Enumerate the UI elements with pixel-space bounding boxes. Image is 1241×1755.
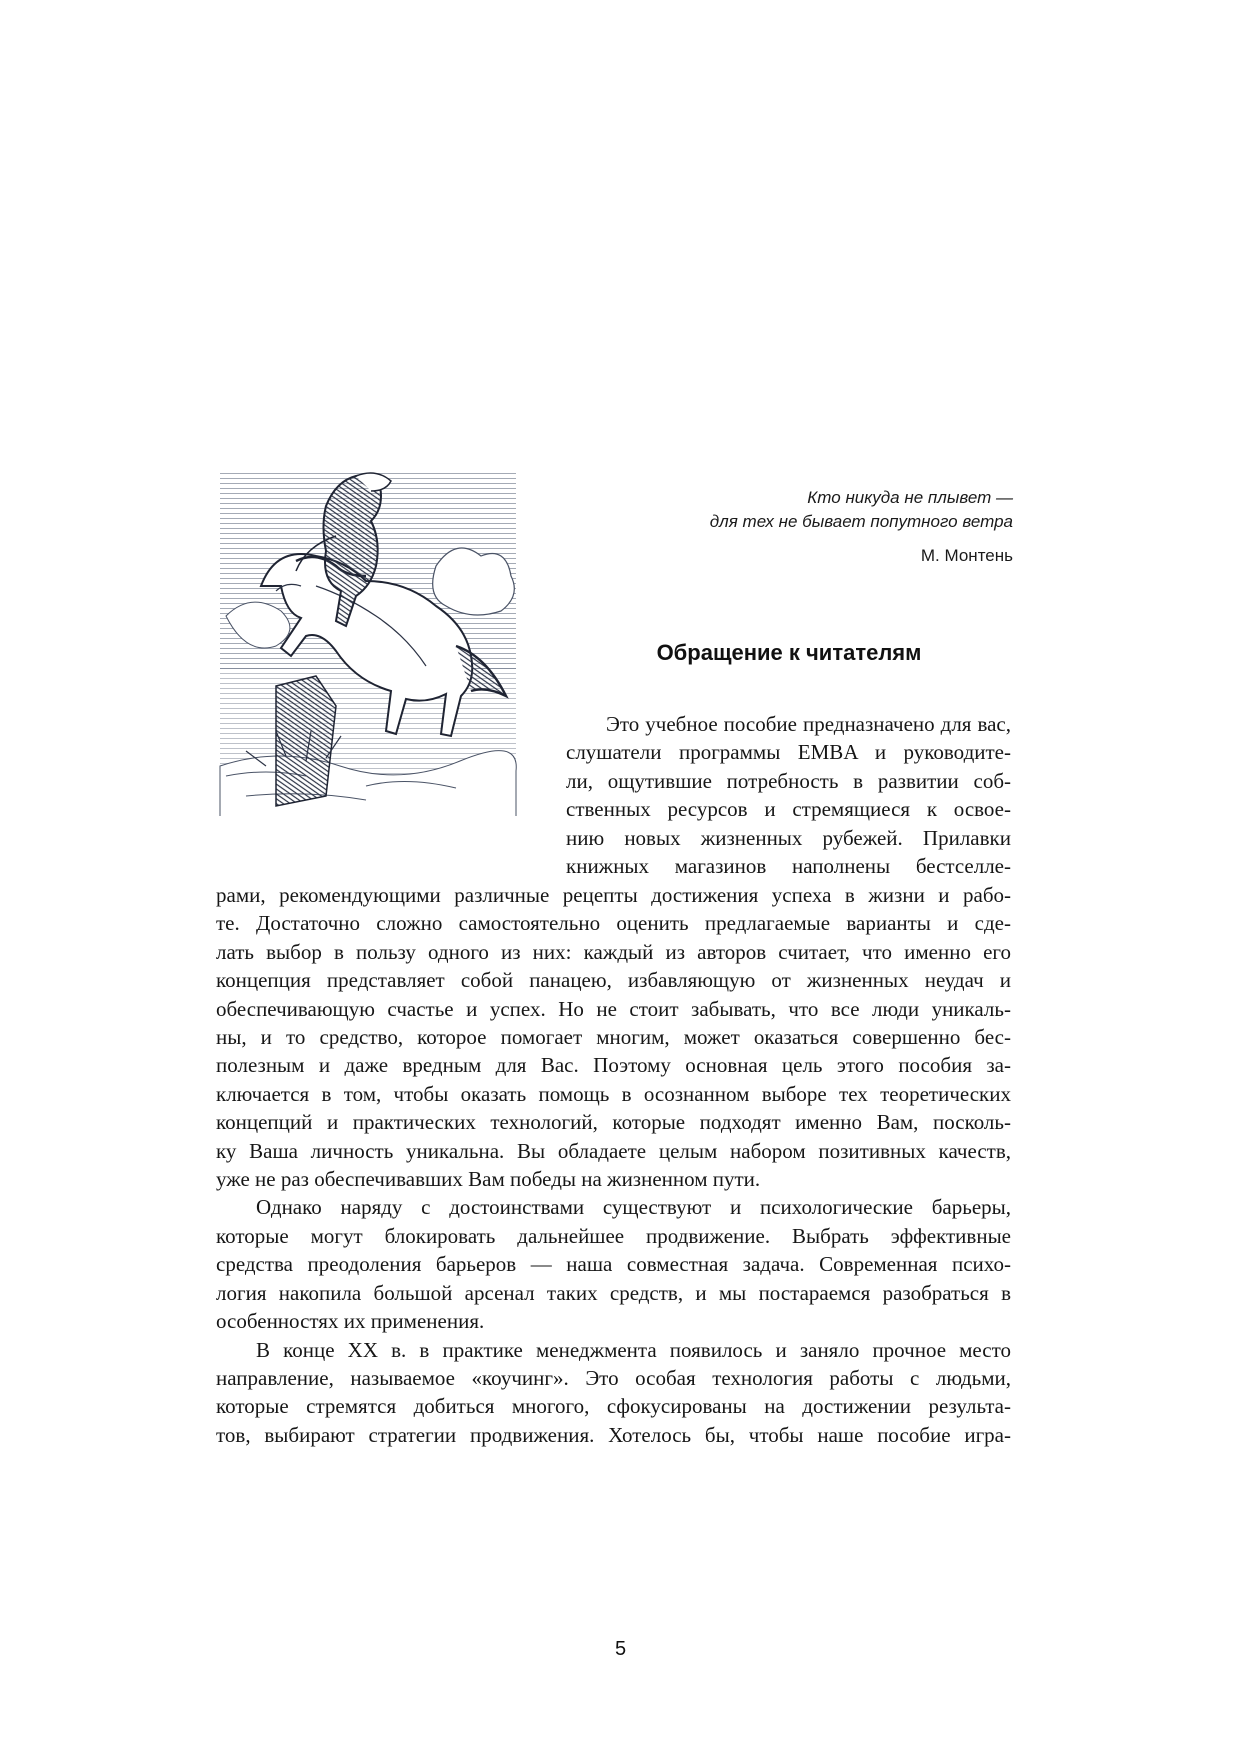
epigraph-line-1: Кто никуда не плывет —	[807, 488, 1013, 507]
text-line: которые стремятся добиться многого, сфокусированы на достижении результа-	[216, 1394, 1011, 1419]
text-line: лать выбор в пользу одного из них: каждый из авторов считает, что именно его	[216, 939, 1011, 964]
text-line: Это учебное пособие предназначено для вас,	[606, 712, 1011, 736]
text-line: Однако наряду с достоинствами существуют и психологические барьеры,	[256, 1195, 1011, 1220]
text-line: ственных ресурсов и стремящиеся к освое-	[566, 797, 1011, 822]
text-line: концепция представляет собой панацею, избавляющую от жизненных неудач и	[216, 968, 1011, 993]
page-number: 5	[614, 1638, 627, 1660]
text-line: полезным и даже вредным для Вас. Поэтому основная цель этого пособия за-	[216, 1053, 1011, 1078]
text-line: ку Ваша личность уникальна. Вы обладаете целым набором позитивных качеств,	[216, 1138, 1011, 1163]
epigraph-line-2: для тех не бывает попутного ветра	[709, 512, 1013, 531]
main-body-text	[216, 881, 1011, 1449]
text-line: ны, и то средство, которое помогает многим, может оказаться совершенно бес-	[216, 1025, 1011, 1050]
text-line: тов, выбирают стратегии продвижения. Хотелось бы, чтобы наше пособие игра-	[216, 1422, 1011, 1447]
text-line: те. Достаточно сложно самостоятельно оценить предлагаемые варианты и сде-	[216, 911, 1011, 936]
text-line: направление, называемое «коучинг». Это особая технология работы с людьми,	[216, 1365, 1011, 1390]
text-line: нию новых жизненных рубежей. Прилавки	[566, 825, 1011, 850]
text-line: концепций и практических технологий, которые подходят именно Вам, посколь-	[216, 1110, 1011, 1135]
text-line: логия накопила большой арсенал таких средств, и мы постараемся разобраться в	[216, 1280, 1011, 1305]
text-line: обеспечивающую счастье и успех. Но не стоит забывать, что все люди уникаль-	[216, 996, 1011, 1021]
horseman-engraving-illustration	[216, 466, 520, 816]
text-line: книжных магазинов наполнены бестселле-	[566, 854, 1011, 879]
epigraph	[593, 486, 1013, 568]
text-line: уже не раз обеспечивавших Вам победы на жизненном пути.	[216, 1167, 761, 1192]
epigraph-author: М. Монтень	[920, 546, 1013, 565]
text-line: ли, ощутившие потребность в развитии соб-	[566, 768, 1011, 793]
text-line: средства преодоления барьеров — наша совместная задача. Современная психо-	[216, 1252, 1011, 1277]
text-line: В конце XX в. в практике менеджмента появилось и заняло прочное место	[256, 1337, 1011, 1362]
horseman-engraving-icon	[216, 466, 520, 816]
text-line: которые могут блокировать дальнейшее продвижение. Выбрать эффективные	[216, 1223, 1011, 1248]
text-line: особенностях их применения.	[216, 1309, 485, 1334]
page-title: Обращение к читателям	[656, 640, 922, 665]
text-line: ключается в том, чтобы оказать помощь в осознанном выборе тех теоретических	[216, 1081, 1011, 1106]
wrapped-paragraph-start	[566, 710, 1011, 880]
text-line: рами, рекомендующими различные рецепты достижения успеха в жизни и рабо-	[216, 883, 1011, 907]
text-line: слушатели программы EMBA и руководите-	[566, 740, 1011, 765]
